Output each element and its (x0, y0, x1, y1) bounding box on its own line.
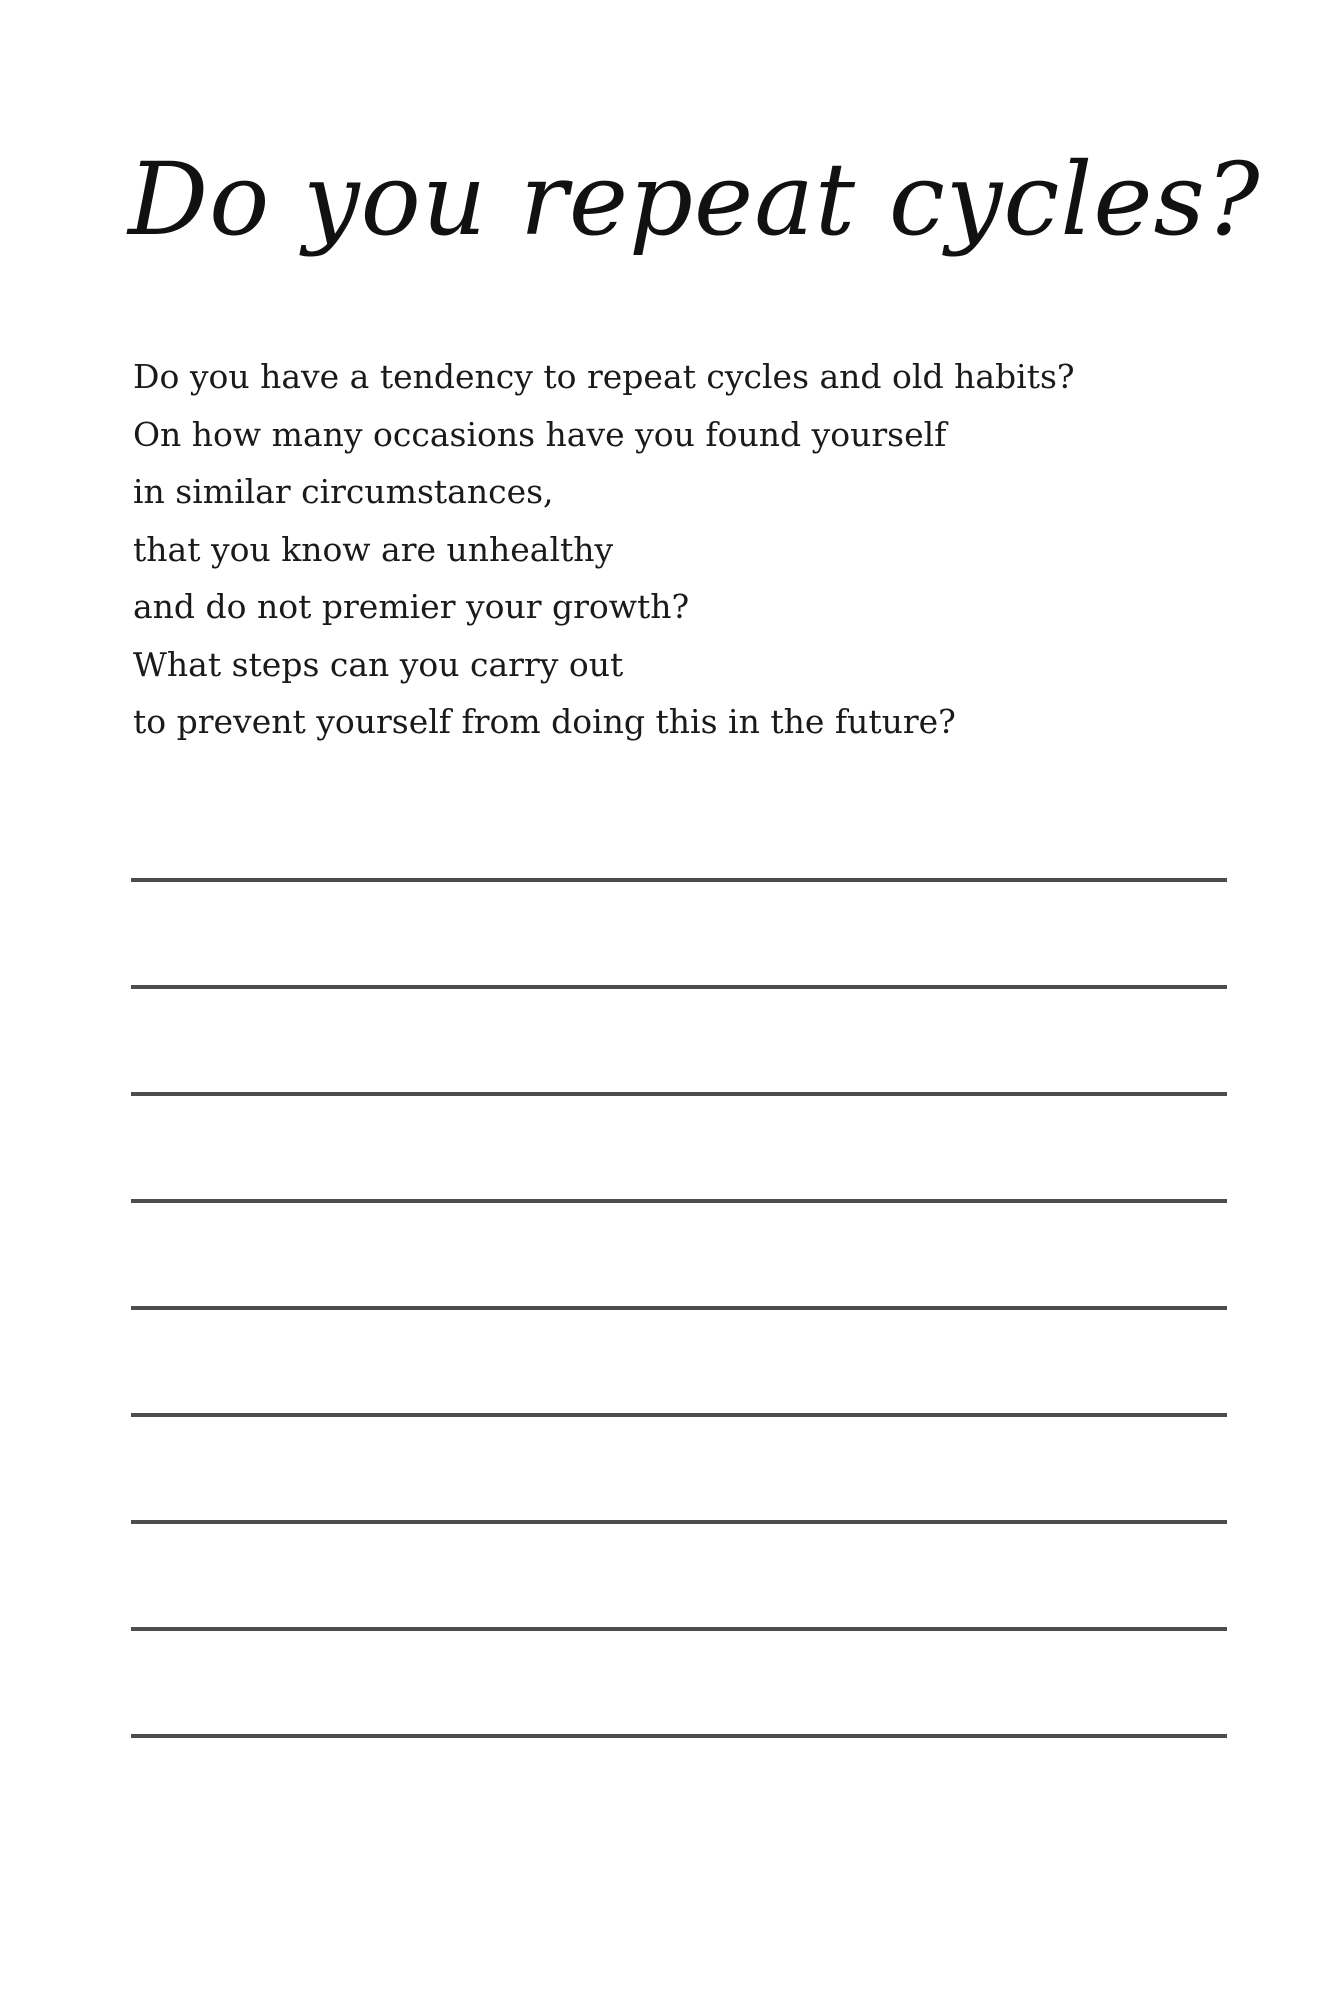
prompt-line: to prevent yourself from doing this in the future? (133, 702, 956, 741)
writing-line-8 (131, 1627, 1227, 1631)
prompt-line: that you know are unhealthy (133, 529, 614, 569)
writing-line-3 (131, 1092, 1227, 1096)
prompt-line: What steps can you carry out (133, 644, 624, 684)
writing-line-7 (131, 1520, 1227, 1524)
prompt-line: in similar circumstances, (133, 472, 554, 511)
writing-line-6 (131, 1413, 1227, 1417)
prompt-line: Do you have a tendency to repeat cycles and old habits? (133, 357, 1075, 396)
page-title: Do you repeat cycles? (128, 141, 1261, 258)
prompt-line: and do not premier your growth? (133, 587, 690, 626)
writing-line-4 (131, 1199, 1227, 1203)
writing-line-1 (131, 878, 1227, 882)
writing-line-2 (131, 985, 1227, 989)
prompt-line: On how many occasions have you found yourself (133, 414, 947, 454)
writing-line-5 (131, 1306, 1227, 1310)
writing-line-9 (131, 1734, 1227, 1738)
writing-area (131, 0, 1227, 2000)
